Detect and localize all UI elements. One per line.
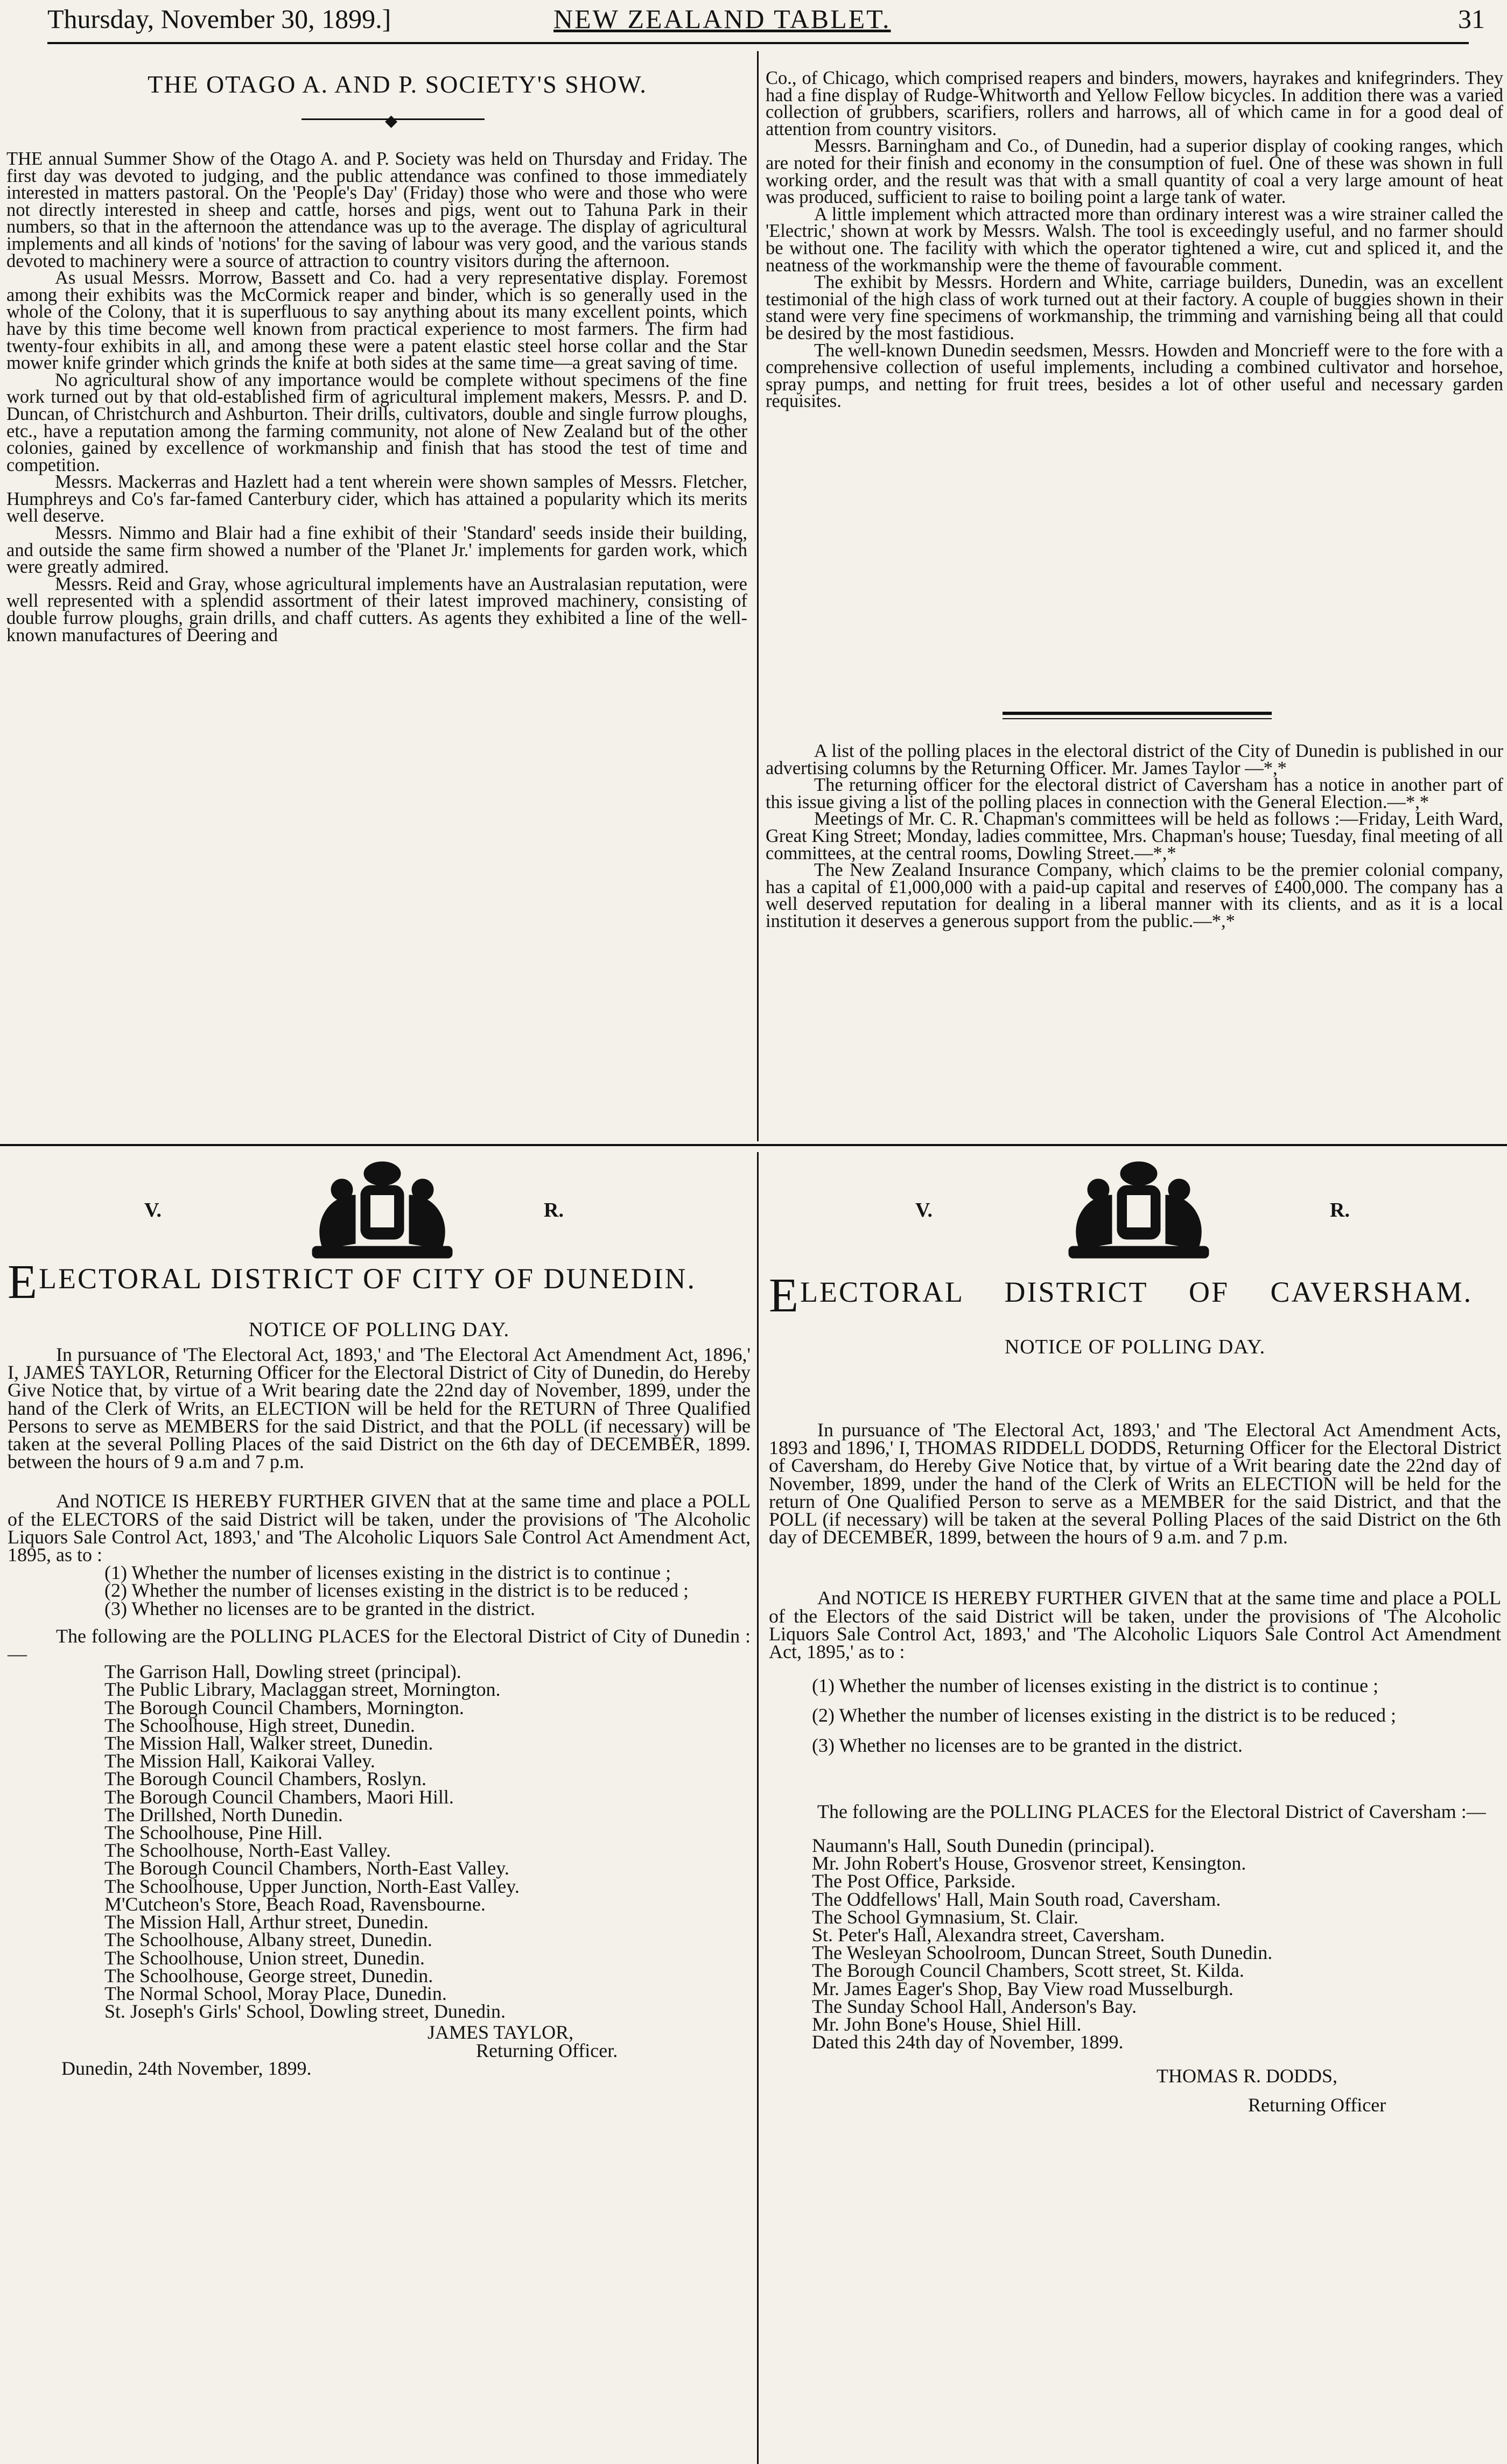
title-initial: E bbox=[769, 1269, 800, 1322]
article-paragraph: Messrs. Barningham and Co., of Dunedin, had a superior display of cooking ranges, which are noted for their finish and economy in the consumption of fuel. One of these was shown in full working order, and the result was that with a small quantity of coal a very large amount of heat was produced, sufficient to raise to boiling point a large tank of water. bbox=[766, 136, 1503, 208]
notice-paragraph: And NOTICE IS HEREBY FURTHER GIVEN that at the same time and place a POLL of the Electors of the said District will be taken, under the provisions of 'The Alcoholic Liquors Sale Control Act, 1893,' and 'The Alcoholic Liquors Sale Control Act Amendment Act, 1895,' as to : bbox=[769, 1587, 1501, 1663]
polling-place: The Borough Council Chambers, Mornington. bbox=[104, 1696, 464, 1718]
article-paragraph: As usual Messrs. Morrow, Bassett and Co. had a very representative display. Foremost among their exhibits was the McCormick reaper and binder, which is so generally used in the whole of the Colony, that it is superfluous to say anything about its many excellent points, which have by this time become well known from practical experience to most farmers. The firm had twenty-four exhibits in all, and among these were a patent elastic steel horse collar and the Star mower knife grinder which grinds the knife at both sides at the same time—a great saving of time. bbox=[6, 268, 747, 374]
polling-place: St. Peter's Hall, Alexandra street, Caversham. bbox=[812, 1924, 1165, 1946]
royal-coat-of-arms-icon bbox=[291, 1157, 474, 1260]
notice-title bbox=[769, 1268, 1473, 1323]
section-rule bbox=[1003, 712, 1272, 715]
article-title: THE OTAGO A. AND P. SOCIETY'S SHOW. bbox=[148, 71, 647, 98]
article-paragraph: No agricultural show of any importance would be complete without specimens of the fine work turned out by that old-established firm of agricultural implement makers, Messrs. P. and D. Duncan, of Christchurch and Ashburton. Their drills, cultivators, double and single furrow ploughs, etc., have a reputation among the farming community, not alone of New Zealand but of the other colonies, gained by excellence of workmanship and finish that has stood the test of time and competition. bbox=[6, 369, 747, 475]
polling-place: The Schoolhouse, North-East Valley. bbox=[104, 1840, 391, 1862]
polling-place: St. Joseph's Girls' School, Dowling street, Dunedin. bbox=[104, 2000, 506, 2023]
notice-dateline: Dated this 24th day of November, 1899. bbox=[812, 2031, 1124, 2053]
article-column-left bbox=[6, 151, 747, 644]
polling-place: The Schoolhouse, Albany street, Dunedin. bbox=[104, 1929, 432, 1951]
diamond-ornament-icon: ◆ bbox=[385, 112, 398, 130]
places-intro: The following are the POLLING PLACES for the Electoral District of City of Dunedin :— bbox=[8, 1625, 751, 1665]
places-intro: The following are the POLLING PLACES for the Electoral District of Caversham :— bbox=[817, 1800, 1486, 1822]
polling-place: The Mission Hall, Kaikorai Valley. bbox=[104, 1750, 375, 1772]
header-rule bbox=[47, 42, 1469, 44]
notices-divider bbox=[757, 1152, 759, 2464]
note-paragraph: Meetings of Mr. C. R. Chapman's committees will be held as follows :—Friday, Leith Ward, Great King Street; Monday, ladies committee, Mrs. Chapman's house; Tuesday, final meeting of all committees, at the central rooms, Dowling Street.—*,* bbox=[766, 809, 1503, 864]
notice-list-item: (2) Whether the number of licenses existing in the district is to be reduced ; bbox=[104, 1580, 689, 1602]
section-rule bbox=[1003, 718, 1272, 719]
polling-place: The Garrison Hall, Dowling street (principal). bbox=[104, 1661, 461, 1683]
article-paragraph: Co., of Chicago, which comprised reapers and binders, mowers, hayrakes and knifegrinders. They had a fine display of Rudge-Whitworth and Yellow Fellow bicycles. In addition there was a varied collection of grubbers, scarifiers, rollers and harrows, all of which came in for a good deal of attention from country visitors. bbox=[766, 68, 1503, 139]
polling-place: The Schoolhouse, High street, Dunedin. bbox=[104, 1714, 415, 1736]
notice-title bbox=[8, 1254, 696, 1310]
header-date: Thursday, November 30, 1899.] bbox=[47, 4, 391, 34]
signatory-name: JAMES TAYLOR, bbox=[427, 2021, 574, 2044]
polling-place: M'Cutcheon's Store, Beach Road, Ravensbourne. bbox=[104, 1893, 486, 1915]
r-letter: R. bbox=[544, 1199, 564, 1222]
column-divider bbox=[757, 51, 759, 1141]
title-rest: LECTORAL DISTRICT OF CAVERSHAM. bbox=[800, 1276, 1473, 1308]
polling-place: The Mission Hall, Walker street, Dunedin. bbox=[104, 1732, 433, 1754]
article-paragraph: The well-known Dunedin seedsmen, Messrs. Howden and Moncrieff were to the fore with a comprehensive collection of useful implements, including a combined cultivator and horsehoe, spray pumps, and netting for fruit trees, besides a lot of other useful and necessary garden requisites. bbox=[766, 340, 1503, 412]
royal-coat-of-arms-icon bbox=[1047, 1157, 1230, 1260]
notice-body bbox=[8, 1346, 751, 2077]
polling-place: Mr. John Robert's House, Grosvenor street, Kensington. bbox=[812, 1852, 1246, 1875]
notice-list-item: (1) Whether the number of licenses existing in the district is to continue ; bbox=[104, 1562, 671, 1584]
signatory-name: THOMAS R. DODDS, bbox=[1156, 2065, 1338, 2087]
polling-place: The Sunday School Hall, Anderson's Bay. bbox=[812, 1995, 1137, 2017]
polling-place: The Schoolhouse, Pine Hill. bbox=[104, 1822, 323, 1844]
notice-body bbox=[769, 1421, 1501, 2114]
article-paragraph: Messrs. Mackerras and Hazlett had a tent wherein were shown samples of Messrs. Fletcher, Humphreys and Co's far-famed Canterbury cider, which has attained a popularity which its merits well deserve. bbox=[6, 472, 747, 527]
article-paragraph: THE annual Summer Show of the Otago A. and P. Society was held on Thursday and Friday. The first day was devoted to judging, and the public attendance was confined to those immediately interested in matters pastoral. On the 'People's Day' (Friday) those who were and those who were not directly interested in sheep and cattle, horses and pigs, went out to Tahuna Park in their numbers, so that in the afternoon the attendance was up to the average. The display of agricultural implements and all kinds of 'notions' for the saving of labour was very good, and the various stands devoted to machinery were a source of attraction to country visitors during the afternoon. bbox=[6, 149, 747, 271]
article-paragraph: A little implement which attracted more than ordinary interest was a wire strainer called the 'Electric,' shown at work by Messrs. Walsh. The tool is exceedingly useful, and no farmer should be without one. The facility with which the operator tightened a wire, cut and spliced it, and the neatness of the workmanship were the theme of favourable comment. bbox=[766, 203, 1503, 276]
polling-place: The Wesleyan Schoolroom, Duncan Street, South Dunedin. bbox=[812, 1942, 1273, 1964]
notice-dateline: Dunedin, 24th November, 1899. bbox=[61, 2057, 312, 2079]
polling-place: The Schoolhouse, Upper Junction, North-East Valley. bbox=[104, 1875, 520, 1897]
polling-place: Naumann's Hall, South Dunedin (principal). bbox=[812, 1835, 1155, 1857]
notice-subtitle: NOTICE OF POLLING DAY. bbox=[1004, 1336, 1266, 1358]
notices-rule bbox=[0, 1144, 1507, 1146]
polling-place: The School Gymnasium, St. Clair. bbox=[812, 1906, 1078, 1928]
news-notes bbox=[766, 743, 1503, 930]
notice-paragraph: And NOTICE IS HEREBY FURTHER GIVEN that at the same time and place a POLL of the ELECTORS of the said District will be taken, under the provisions of 'The Alcoholic Liquors Sale Control Act, 1893,' and 'The Alcoholic Liquors Sale Control Act Amendment Act, 1895, as to : bbox=[8, 1490, 751, 1566]
polling-place: The Drillshed, North Dunedin. bbox=[104, 1803, 343, 1826]
polling-place: The Schoolhouse, Union street, Dunedin. bbox=[104, 1947, 425, 1969]
title-rest: LECTORAL DISTRICT OF CITY OF DUNEDIN. bbox=[38, 1262, 696, 1295]
polling-place: The Post Office, Parkside. bbox=[812, 1870, 1016, 1892]
article-column-right bbox=[766, 70, 1503, 410]
polling-place: Mr. James Eager's Shop, Bay View road Musselburgh. bbox=[812, 1977, 1233, 1999]
v-letter: V. bbox=[915, 1199, 933, 1222]
polling-place: The Oddfellows' Hall, Main South road, Caversham. bbox=[812, 1888, 1221, 1910]
signatory-role: Returning Officer bbox=[1248, 2094, 1386, 2116]
article-paragraph: Messrs. Reid and Gray, whose agricultural implements have an Australasian reputation, were well represented with a splendid assortment of their latest improved machinery, consisting of double furrow ploughs, grain drills, and chaff cutters. As agents they exhibited a line of the well-known manufactures of Deering and bbox=[6, 573, 747, 645]
header-paper-name: NEW ZEALAND TABLET. bbox=[553, 4, 891, 34]
polling-place: The Borough Council Chambers, North-East Valley. bbox=[104, 1857, 509, 1879]
notice-paragraph: In pursuance of 'The Electoral Act, 1893,' and 'The Electoral Act Amendment Act, 1896,' I, JAMES TAYLOR, Returning Officer for the Electoral District of City of Dunedin, do Hereby Give Notice that, by virtue of a Writ bearing date the 22nd day of November, 1899, under the hand of the Clerk of Writs, an ELECTION will be held for the RETURN of Three Qualified Persons to serve as MEMBERS for the said District, and that the POLL (if necessary) will be taken at the several Polling Places of the said District on the 6th day of DECEMBER, 1899. between the hours of 9 a.m and 7 p.m. bbox=[8, 1344, 751, 1473]
r-letter: R. bbox=[1330, 1199, 1350, 1222]
polling-place: The Normal School, Moray Place, Dunedin. bbox=[104, 1982, 447, 2004]
notice-subtitle: NOTICE OF POLLING DAY. bbox=[248, 1318, 510, 1341]
article-paragraph: Messrs. Nimmo and Blair had a fine exhibit of their 'Standard' seeds inside their building, and outside the same firm showed a number of the 'Planet Jr.' implements for garden work, which were greatly admired. bbox=[6, 523, 747, 578]
polling-place: The Mission Hall, Arthur street, Dunedin. bbox=[104, 1911, 429, 1933]
title-initial: E bbox=[8, 1255, 39, 1309]
polling-place: The Borough Council Chambers, Roslyn. bbox=[104, 1768, 426, 1790]
polling-place: The Borough Council Chambers, Scott street, St. Kilda. bbox=[812, 1960, 1244, 1982]
notice-paragraph: In pursuance of 'The Electoral Act, 1893,' and 'The Electoral Act Amendment Acts, 1893 and 1896,' I, THOMAS RIDDELL DODDS, Returning Officer for the Electoral District of Caversham, do Hereby Give Notice that, by virtue of a Writ bearing date the 22nd day of November, 1899, under the hand of the Clerk of Writs an ELECTION will be held for the return of One Qualified Person to serve as a MEMBER for the said District, and that the POLL (if necessary) will be taken at the several Polling Places of the said District on the 6th day of DECEMBER, 1899, between the hours of 9 a.m. and 7 p.m. bbox=[769, 1419, 1501, 1548]
article-paragraph: The exhibit by Messrs. Hordern and White, carriage builders, Dunedin, was an excellent testimonial of the high class of work turned out at their factory. A couple of buggies shown in their stand were very fine specimens of workmanship, the trimming and varnishing being all that could be desired by the most fastidious. bbox=[766, 272, 1503, 343]
polling-place: The Schoolhouse, George street, Dunedin. bbox=[104, 1964, 433, 1986]
notice-list-item: (2) Whether the number of licenses existing in the district is to be reduced ; bbox=[812, 1704, 1397, 1726]
v-letter: V. bbox=[144, 1199, 162, 1222]
note-paragraph: A list of the polling places in the electoral district of the City of Dunedin is published in our advertising columns by the Returning Officer. Mr. James Taylor —*,* bbox=[766, 741, 1503, 778]
note-paragraph: The returning officer for the electoral district of Caversham has a notice in another part of this issue giving a list of the polling places in connection with the General Election.—*,* bbox=[766, 775, 1503, 812]
signatory-role: Returning Officer. bbox=[476, 2039, 618, 2061]
polling-place: Mr. John Bone's House, Shiel Hill. bbox=[812, 2013, 1082, 2035]
header-page-number: 31 bbox=[1458, 4, 1485, 34]
notice-list-item: (3) Whether no licenses are to be granted in the district. bbox=[812, 1734, 1243, 1756]
polling-place: The Borough Council Chambers, Maori Hill. bbox=[104, 1786, 454, 1808]
notice-list-item: (1) Whether the number of licenses existing in the district is to continue ; bbox=[812, 1675, 1379, 1697]
polling-places-list bbox=[769, 1837, 1501, 2033]
notice-list-item: (3) Whether no licenses are to be granted in the district. bbox=[104, 1597, 536, 1619]
polling-places-list bbox=[8, 1661, 751, 2023]
polling-place: The Public Library, Maclaggan street, Mornington. bbox=[104, 1679, 501, 1701]
note-paragraph: The New Zealand Insurance Company, which claims to be the premier colonial company, has a capital of £1,000,000 with a paid-up capital and reserves of £400,000. The company has a well deserved reputation for dealing in a liberal manner with its clients, and as it is a local institution it deserves a generous support from the public.—*,* bbox=[766, 860, 1503, 931]
